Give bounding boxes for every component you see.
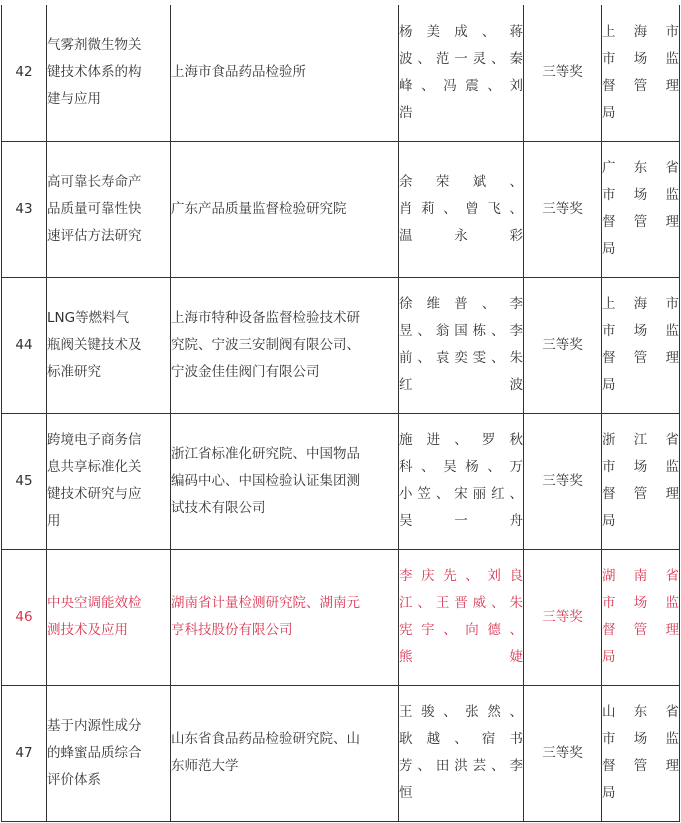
department-line: 市场监 <box>602 731 679 747</box>
department-line: 督管理 <box>602 77 679 94</box>
department-line: 局 <box>602 377 616 393</box>
project-title-line: 品质量可靠性快 <box>47 200 142 217</box>
contributors-line: 科、吴杨、万 <box>399 459 523 475</box>
row-number: 47 <box>2 685 47 821</box>
project-title <box>47 549 171 685</box>
project-title-line: 瓶阀关键技术及 <box>47 336 142 353</box>
project-title <box>47 5 171 141</box>
contributors-line: 前、袁奕雯、朱 <box>399 350 523 366</box>
table-row <box>2 549 680 685</box>
project-title-line: 建与应用 <box>47 91 101 108</box>
table-row <box>2 413 680 549</box>
contributors <box>399 5 524 141</box>
project-title-line: 标准研究 <box>47 363 101 380</box>
contributors-line: 温永彩 <box>399 227 523 244</box>
organization-line: 广东产品质量监督检验研究院 <box>171 200 347 217</box>
project-title-line: 键技术研究与应 <box>47 486 142 502</box>
recommending-department <box>602 549 680 685</box>
project-title-line: 测技术及应用 <box>47 622 128 638</box>
table-row <box>2 277 680 413</box>
department-line: 督管理 <box>602 622 679 638</box>
contributors-line: 耿越、宿书 <box>399 731 523 747</box>
organization-line: 上海市食品药品检验所 <box>171 64 306 81</box>
department-line: 上海市 <box>602 23 679 40</box>
project-title-line: 息共享标准化关 <box>47 459 142 475</box>
table-row <box>2 685 680 821</box>
contributors-line: 江、王晋威、朱 <box>399 595 523 611</box>
contributors-line: 李庆先、刘良 <box>399 568 523 584</box>
organization-line: 东师范大学 <box>171 758 239 774</box>
department-line: 局 <box>602 649 616 665</box>
department-line: 湖南省 <box>602 568 679 584</box>
recommending-department <box>602 5 680 141</box>
award-level: 三等奖 <box>524 549 602 685</box>
contributors-line: 王骏、张然、 <box>399 704 523 720</box>
recommending-department <box>602 685 680 821</box>
awards-table-body <box>2 5 680 821</box>
organization <box>171 685 399 821</box>
organization-line: 浙江省标准化研究院、中国物品 <box>171 445 360 462</box>
department-line: 督管理 <box>602 214 679 230</box>
organization-line: 山东省食品药品检验研究院、山 <box>171 731 360 747</box>
organization-line: 编码中心、中国检验认证集团测 <box>171 472 360 489</box>
organization <box>171 413 399 549</box>
project-title-line: 气雾剂微生物关 <box>47 37 142 54</box>
award-level: 三等奖 <box>524 277 602 413</box>
project-title-line: LNG等燃料气 <box>47 309 130 326</box>
project-title-line: 基于内源性成分 <box>47 717 142 734</box>
department-line: 广东省 <box>602 160 679 176</box>
organization <box>171 5 399 141</box>
award-level: 三等奖 <box>524 5 602 141</box>
contributors-line: 施进、罗秋 <box>399 432 523 448</box>
contributors-line: 杨美成、蒋 <box>399 23 523 40</box>
organization-line: 究院、宁波三安制阀有限公司、 <box>171 336 360 353</box>
department-line: 局 <box>602 513 616 529</box>
department-line: 局 <box>602 104 616 121</box>
department-line: 督管理 <box>602 350 679 366</box>
organization <box>171 141 399 277</box>
contributors-line: 宪宇、向德、 <box>399 622 523 638</box>
contributors-line: 小笠、宋丽红、 <box>399 486 523 502</box>
row-number: 45 <box>2 413 47 549</box>
department-line: 浙江省 <box>602 432 679 448</box>
project-title-line: 跨境电子商务信 <box>47 432 142 448</box>
award-level: 三等奖 <box>524 413 602 549</box>
contributors <box>399 549 524 685</box>
project-title-line: 键技术体系的构 <box>47 64 142 81</box>
awards-table <box>1 5 680 822</box>
contributors <box>399 277 524 413</box>
contributors-line: 吴一舟 <box>399 513 523 529</box>
department-line: 山东省 <box>602 704 679 720</box>
department-line: 督管理 <box>602 486 679 502</box>
organization-line: 湖南省计量检测研究院、湖南元 <box>171 595 360 611</box>
contributors-line: 昱、翁国栋、李 <box>399 323 523 339</box>
organization-line: 上海市特种设备监督检验技术研 <box>171 309 360 326</box>
recommending-department <box>602 277 680 413</box>
contributors-line: 恒 <box>399 785 413 801</box>
project-title-line: 速评估方法研究 <box>47 227 142 244</box>
contributors-line: 徐维普、李 <box>399 296 523 312</box>
project-title <box>47 277 171 413</box>
department-line: 市场监 <box>602 50 679 67</box>
row-number: 43 <box>2 141 47 277</box>
award-level: 三等奖 <box>524 685 602 821</box>
project-title <box>47 413 171 549</box>
contributors-line: 熊婕 <box>399 649 523 665</box>
department-line: 局 <box>602 241 616 257</box>
contributors <box>399 413 524 549</box>
table-row <box>2 141 680 277</box>
project-title <box>47 685 171 821</box>
project-title <box>47 141 171 277</box>
award-level: 三等奖 <box>524 141 602 277</box>
project-title-line: 的蜂蜜品质综合 <box>47 744 142 761</box>
project-title-line: 中央空调能效检 <box>47 595 142 611</box>
contributors <box>399 685 524 821</box>
department-line: 市场监 <box>602 323 679 339</box>
contributors-line: 红波 <box>399 377 523 393</box>
contributors-line: 浩 <box>399 104 413 121</box>
department-line: 上海市 <box>602 296 679 312</box>
project-title-line: 高可靠长寿命产 <box>47 173 142 190</box>
organization-line: 试技术有限公司 <box>171 499 266 516</box>
contributors-line: 肖莉、曾飞、 <box>399 200 523 217</box>
organization-line: 宁波金佳佳阀门有限公司 <box>171 363 320 380</box>
contributors <box>399 141 524 277</box>
organization-line: 亨科技股份有限公司 <box>171 622 293 638</box>
recommending-department <box>602 141 680 277</box>
contributors-line: 峰、冯震、刘 <box>399 77 523 94</box>
row-number: 44 <box>2 277 47 413</box>
project-title-line: 评价体系 <box>47 771 101 788</box>
row-number: 46 <box>2 549 47 685</box>
recommending-department <box>602 413 680 549</box>
department-line: 市场监 <box>602 187 679 203</box>
row-number: 42 <box>2 5 47 141</box>
department-line: 局 <box>602 785 616 801</box>
organization <box>171 277 399 413</box>
table-row <box>2 5 680 141</box>
project-title-line: 用 <box>47 513 61 529</box>
contributors-line: 波、范一灵、秦 <box>399 50 523 67</box>
department-line: 市场监 <box>602 595 679 611</box>
contributors-line: 芳、田洪芸、李 <box>399 758 523 774</box>
department-line: 市场监 <box>602 459 679 475</box>
contributors-line: 余荣斌、 <box>399 173 523 190</box>
department-line: 督管理 <box>602 758 679 774</box>
organization <box>171 549 399 685</box>
